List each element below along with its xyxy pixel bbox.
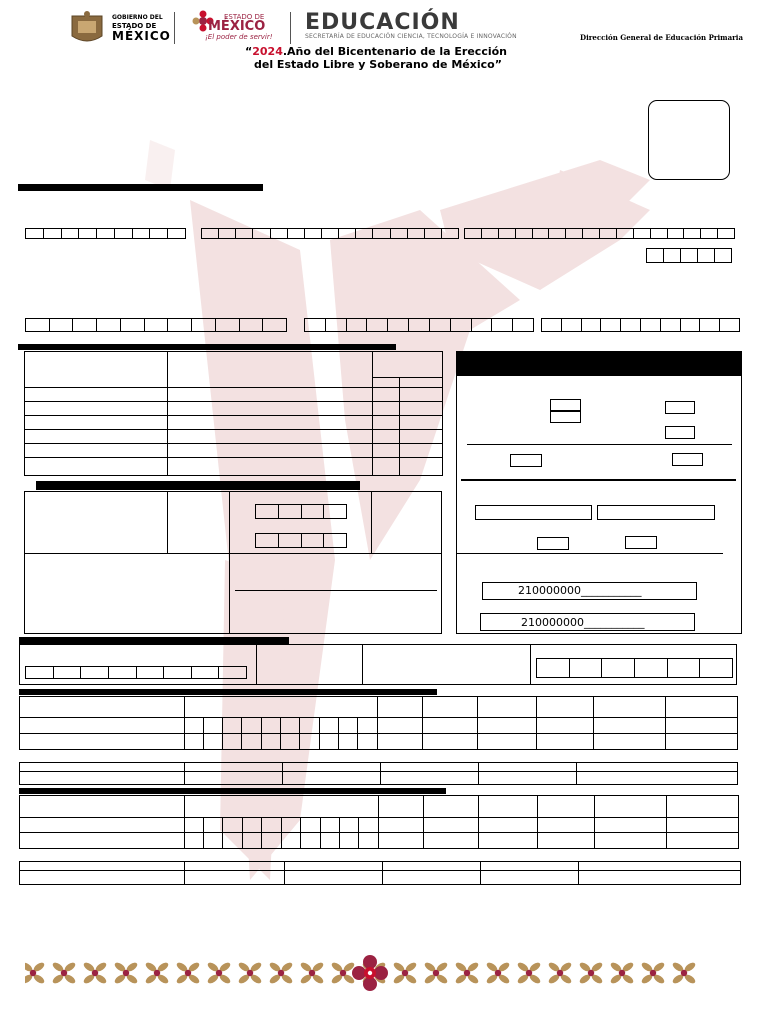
edomex-small: ESTADO DE [224, 13, 265, 21]
tutor2-contact-table [19, 861, 741, 885]
rp-box-c2[interactable] [672, 453, 703, 466]
addr-vline-3 [530, 644, 531, 685]
birth-vline-1 [167, 491, 168, 553]
educacion-title: EDUCACIÓN [305, 10, 460, 35]
postal-cells-left[interactable] [25, 666, 247, 679]
header-divider-1 [174, 12, 175, 44]
motto-line-1 [245, 45, 507, 58]
short-code-cells[interactable] [646, 248, 732, 263]
rp-box-c1[interactable] [510, 454, 542, 467]
phone-value-1: 210000000___________ [518, 584, 642, 597]
ornament-unit [671, 961, 697, 985]
ornament-unit [237, 961, 263, 985]
tutor2-table [19, 795, 739, 849]
motto-quote-open: “ [245, 45, 253, 58]
tutor1-table [19, 696, 738, 750]
ornament-unit [640, 961, 666, 985]
birth-hline [24, 553, 442, 554]
header-divider-2 [290, 12, 291, 44]
secretaria-line: SECRETARÍA DE EDUCACIÓN CIENCIA, TECNOLOGÍA E INNOVACIÓN [305, 33, 517, 40]
ornament-unit [516, 961, 542, 985]
ornament-unit [392, 961, 418, 985]
motto-year: 2024 [252, 45, 283, 58]
ornament-unit [175, 961, 201, 985]
gobierno-line1: GOBIERNO DEL [112, 14, 163, 21]
ornament-unit [299, 961, 325, 985]
apellido-paterno-cells[interactable] [25, 228, 186, 239]
ornament-unit [113, 961, 139, 985]
left-info-table [24, 351, 443, 476]
section-bar-tutor1 [19, 689, 437, 695]
direccion-general: Dirección General de Educación Primaria [580, 33, 743, 42]
edomex-big: MÉXICO [208, 19, 266, 34]
ornament-unit [82, 961, 108, 985]
rp-box-b2[interactable] [665, 426, 695, 439]
ornament-unit [268, 961, 294, 985]
ornament-unit [51, 961, 77, 985]
row2-right-cells[interactable] [541, 318, 740, 332]
footer-ornament-border [25, 954, 715, 992]
rp-divider-1 [467, 444, 732, 445]
edomex-slogan: ¡El poder de servir! [205, 33, 273, 41]
photo-box [648, 100, 730, 180]
birth-vline-2 [229, 491, 230, 634]
birth-vline-3 [371, 491, 372, 553]
motto-rest: .Año del Bicentenario de la Erección [282, 45, 508, 58]
addr-vline-2 [362, 644, 363, 685]
rp-box-a2[interactable] [550, 411, 581, 423]
curp-cells[interactable] [25, 318, 287, 332]
birth-date-cells-1[interactable] [255, 504, 347, 519]
phone-value-2: 210000000___________ [521, 616, 645, 629]
gobierno-line3: MÉXICO [112, 29, 171, 43]
tutor1-contact-table [19, 762, 738, 785]
postal-cells-right[interactable] [536, 658, 733, 678]
row2-middle-cells[interactable] [304, 318, 534, 332]
apellido-materno-cells[interactable] [201, 228, 459, 239]
ornament-unit [547, 961, 573, 985]
rp-field-d2[interactable] [597, 505, 715, 520]
ornament-unit [423, 961, 449, 985]
addr-vline-1 [256, 644, 257, 685]
section-bar-birth [36, 481, 360, 490]
rp-box-e1[interactable] [537, 537, 569, 550]
ornament-unit [25, 961, 46, 985]
signature-line [235, 590, 437, 591]
rp-divider-2 [461, 479, 736, 481]
rp-box-a1[interactable] [550, 399, 581, 411]
section-bar-tutor2 [19, 788, 446, 794]
section-bar-address [19, 637, 289, 644]
ornament-unit [206, 961, 232, 985]
ornament-center-flower [352, 955, 388, 991]
right-panel-header [456, 351, 742, 376]
gobierno-shield-icon [68, 10, 106, 46]
ornament-unit [144, 961, 170, 985]
birth-date-cells-2[interactable] [255, 533, 347, 548]
rp-field-d1[interactable] [475, 505, 592, 520]
section-bar-table-left [18, 344, 396, 350]
ornament-unit [454, 961, 480, 985]
section-bar-student [18, 184, 263, 191]
ornament-unit [578, 961, 604, 985]
nombre-cells[interactable] [464, 228, 735, 239]
ornament-unit [485, 961, 511, 985]
ornament-unit [609, 961, 635, 985]
motto-line-2: del Estado Libre y Soberano de México” [254, 58, 502, 71]
rp-box-e2[interactable] [625, 536, 657, 549]
gobierno-line2: ESTADO DE [112, 22, 157, 30]
rp-divider-3 [456, 553, 723, 554]
ornament-unit [330, 961, 356, 985]
birth-block [24, 491, 442, 634]
rp-box-b1[interactable] [665, 401, 695, 414]
